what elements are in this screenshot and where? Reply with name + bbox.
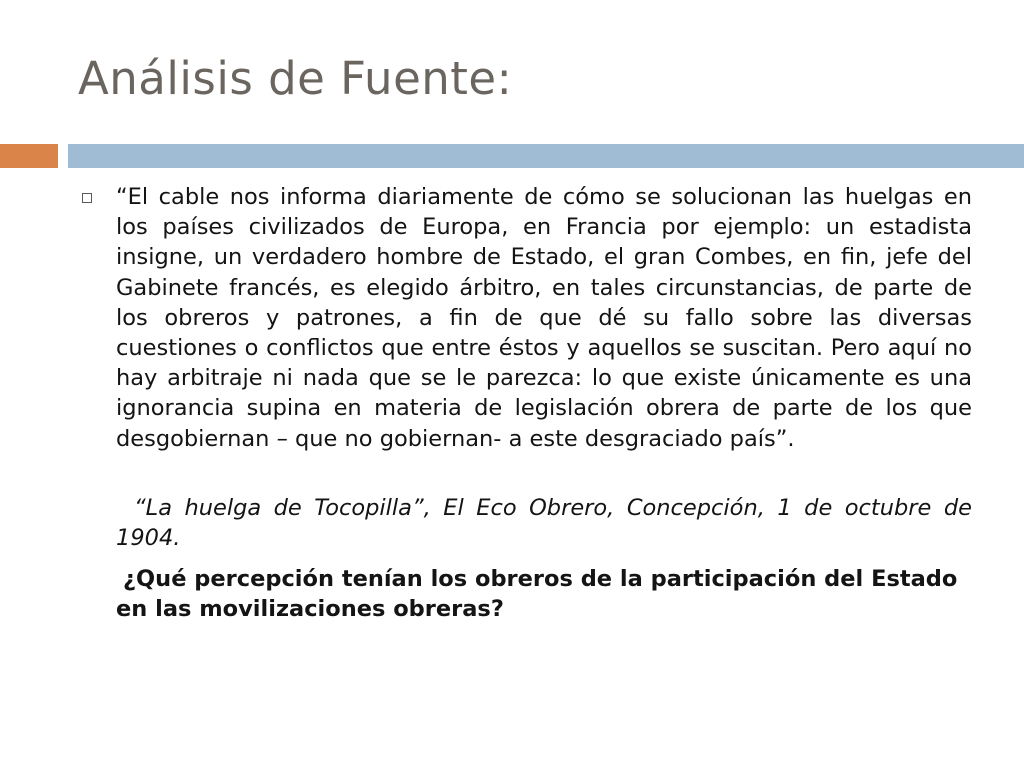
citation-line bbox=[116, 493, 972, 553]
slide-title: Análisis de Fuente: bbox=[78, 52, 513, 105]
quote-paragraph: “El cable nos informa diariamente de cómo se solucionan las huelgas en los países civilizados de Europa, en Francia por ejemplo: un estadista insigne, un verdadero hombre de Estado, el gran Combes, en fin, jefe del Gabinete francés, es elegido árbitro, en tales circunstancias, de parte de los obreros y patrones, a fin de que dé su fallo sobre las diversas cuestiones o conflictos que entre éstos y aquellos se suscitan. Pero aquí no hay arbitraje ni nada que se le parezca: lo que existe únicamente es una ignorancia supina en materia de legislación obrera de parte de los que desgobiernan – que no gobiernan- a este desgraciado país”. bbox=[116, 184, 972, 452]
question-text: ¿Qué percepción tenían los obreros de la participación del Estado en las movilizaciones obreras? bbox=[116, 566, 958, 623]
accent-bar-blue bbox=[68, 144, 1024, 168]
question-paragraph bbox=[116, 564, 972, 624]
citation-text: “La huelga de Tocopilla”, El Eco Obrero, Concepción, 1 de octubre de 1904. bbox=[116, 495, 972, 552]
hollow-square-bullet-icon bbox=[82, 193, 92, 203]
accent-bar-orange bbox=[0, 144, 58, 168]
